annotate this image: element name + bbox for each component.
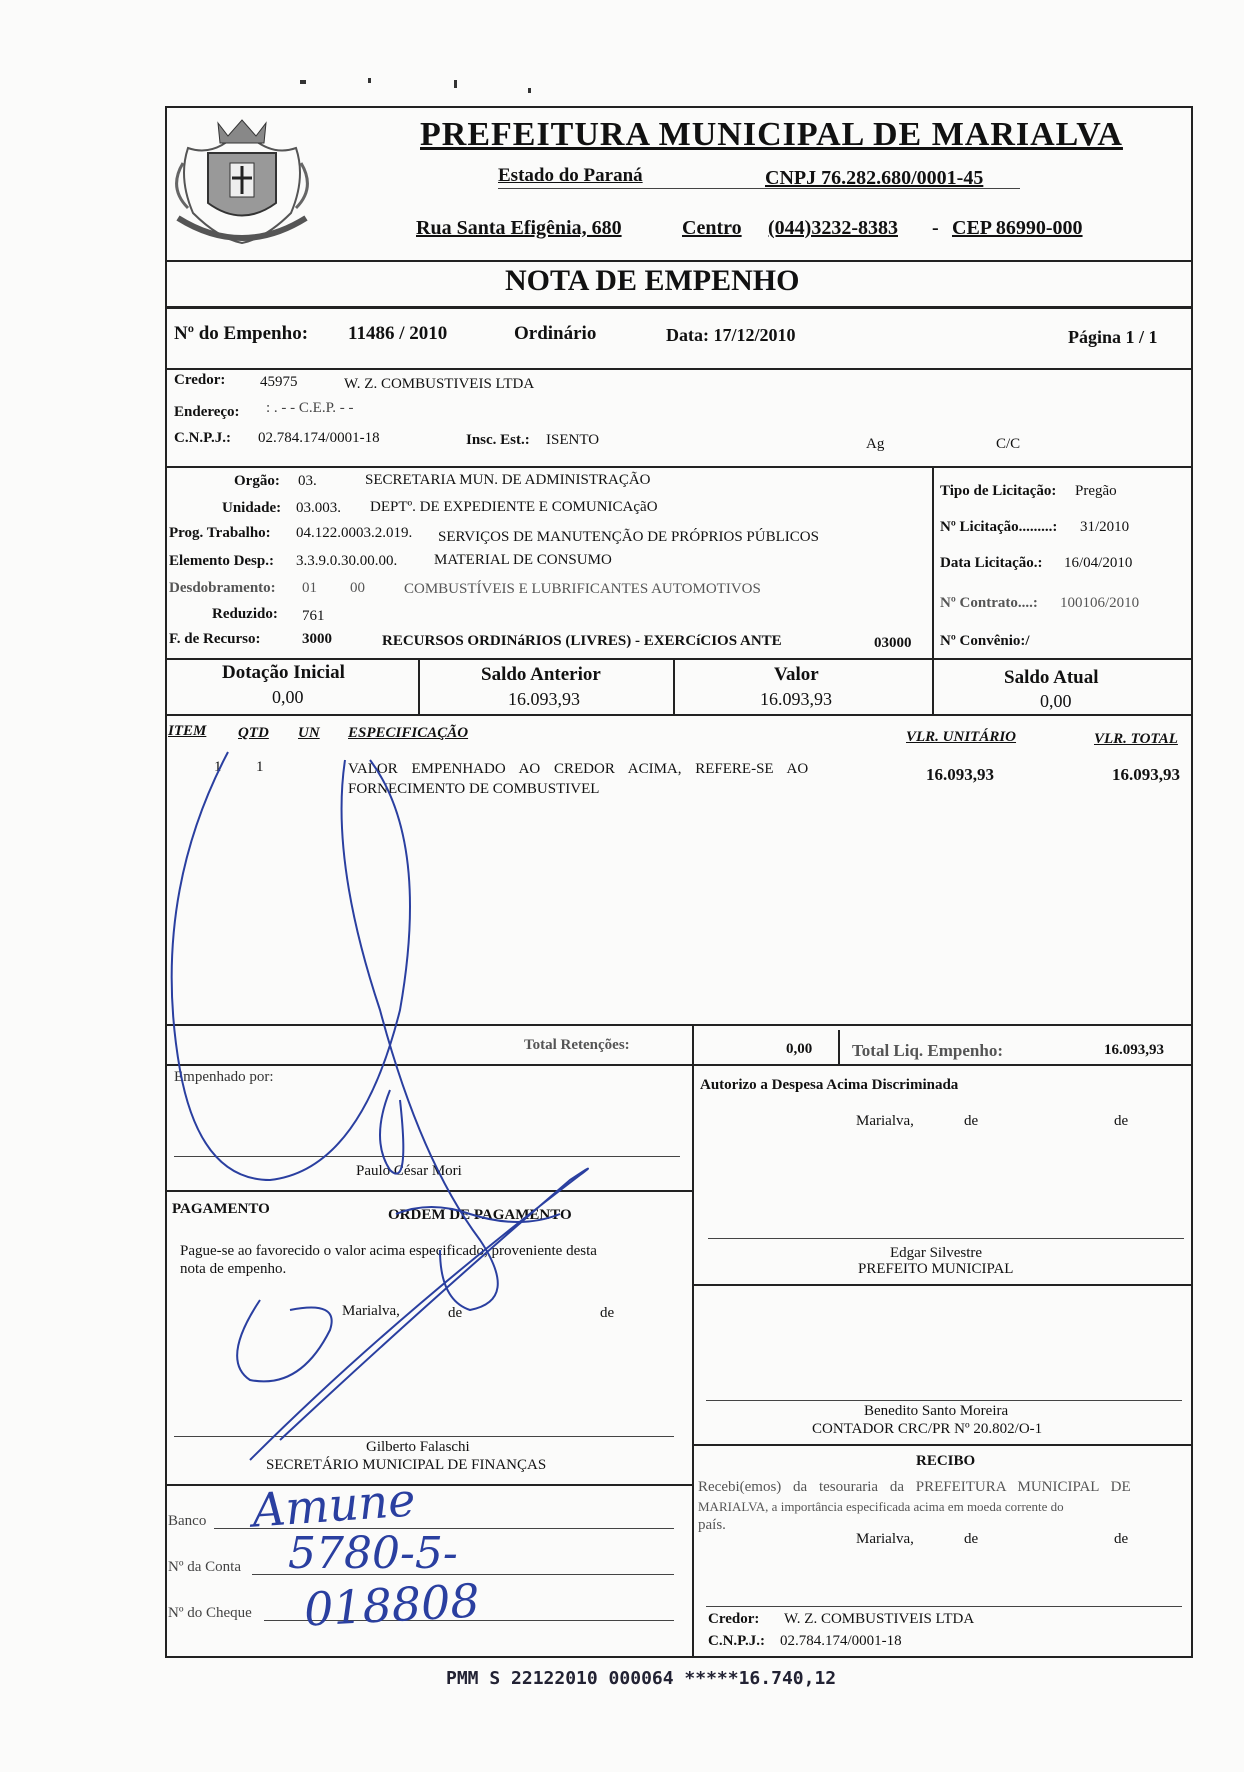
divider <box>165 658 1193 660</box>
orgao-label: Orgão: <box>234 473 280 489</box>
item-spec-line: FORNECIMENTO DE COMBUSTIVEL <box>348 781 600 797</box>
autorizo-de: de <box>1114 1113 1129 1129</box>
credor-cnpj: 02.784.174/0001-18 <box>258 430 380 446</box>
saldo-label: Valor <box>774 664 819 685</box>
col-total: VLR. TOTAL <box>1094 731 1178 747</box>
retencoes-value: 0,00 <box>786 1041 813 1057</box>
secretario-title: SECRETÁRIO MUNICIPAL DE FINANÇAS <box>266 1457 547 1473</box>
contrato-label: Nº Contrato....: <box>940 595 1038 611</box>
reduzido-label: Reduzido: <box>212 606 278 622</box>
account-label: C/C <box>996 436 1021 452</box>
empenhado-name: Paulo César Mori <box>356 1163 462 1179</box>
divider <box>673 658 675 714</box>
credor-label: Credor: <box>174 372 226 388</box>
recibo-place: Marialva, <box>856 1531 914 1547</box>
empenho-type: Ordinário <box>514 323 597 344</box>
scan-speck <box>300 80 306 84</box>
empenho-date: Data: 17/12/2010 <box>666 325 796 345</box>
divider <box>165 1024 1193 1026</box>
header-dash: - <box>932 217 939 239</box>
header-underline <box>498 188 1020 189</box>
divider <box>165 714 1193 716</box>
pagamento-label: PAGAMENTO <box>172 1201 270 1217</box>
liq-value: 16.093,93 <box>1104 1042 1164 1058</box>
saldo-value: 0,00 <box>1040 691 1072 711</box>
licitacao-type-label: Tipo de Licitação: <box>940 483 1057 499</box>
coat-of-arms-icon <box>168 108 316 250</box>
desdob-name: COMBUSTÍVEIS E LUBRIFICANTES AUTOMOTIVOS <box>404 581 761 597</box>
scan-speck <box>528 88 531 93</box>
divider <box>692 1024 694 1064</box>
empenho-number-label: Nº do Empenho: <box>174 323 309 344</box>
item-qty: 1 <box>256 759 264 775</box>
handwritten-cheque: 018808 <box>302 1573 481 1637</box>
divider <box>165 260 1193 262</box>
orgao-name: SECRETARIA MUN. DE ADMINISTRAÇÃO <box>365 472 651 488</box>
scan-speck <box>368 78 371 83</box>
header-cep: CEP 86990-000 <box>952 217 1083 239</box>
prog-code: 04.122.0003.2.019. <box>296 525 413 541</box>
pagamento-de: de <box>448 1305 463 1321</box>
prog-label: Prog. Trabalho: <box>169 525 271 541</box>
orgao-code: 03. <box>298 473 317 489</box>
licitacao-date-value: 16/04/2010 <box>1064 555 1133 571</box>
divider <box>692 1444 1193 1446</box>
credor-code: 45975 <box>260 374 298 390</box>
item-unit-price: 16.093,93 <box>926 765 994 784</box>
pagamento-de: de <box>600 1305 615 1321</box>
header-address: Rua Santa Efigênia, 680 <box>416 217 622 239</box>
pague-text-line: nota de empenho. <box>180 1261 287 1277</box>
divider <box>932 658 934 714</box>
divider <box>418 658 420 714</box>
elemento-code: 3.3.9.0.30.00.00. <box>296 553 398 569</box>
divider <box>932 466 934 658</box>
contador-name: Benedito Santo Moreira <box>864 1403 1009 1419</box>
empenhado-label: Empenhado por: <box>174 1069 274 1085</box>
signature-line <box>708 1238 1184 1239</box>
elemento-name: MATERIAL DE CONSUMO <box>434 552 612 568</box>
document-title: NOTA DE EMPENHO <box>505 264 800 297</box>
col-unit: VLR. UNITÁRIO <box>906 729 1017 745</box>
recibo-text-line: Recebi(emos) da tesouraria da PREFEITURA MUNICIPAL DE <box>698 1479 1131 1495</box>
item-spec-line: VALOR EMPENHADO AO CREDOR ACIMA, REFERE-SE AO <box>348 761 809 777</box>
ordem-label: ORDEM DE PAGAMENTO <box>388 1207 572 1223</box>
recurso-label: F. de Recurso: <box>169 631 261 647</box>
contrato-value: 100106/2010 <box>1060 595 1140 611</box>
prefeitura-title: PREFEITURA MUNICIPAL DE MARIALVA <box>420 116 1123 153</box>
pague-text-line: Pague-se ao favorecido o valor acima especificado, proveniente desta <box>180 1243 597 1259</box>
unidade-label: Unidade: <box>222 500 282 516</box>
recibo-credor-label: Credor: <box>708 1611 760 1627</box>
signature-line <box>706 1400 1182 1401</box>
cheque-label: Nº do Cheque <box>168 1605 252 1621</box>
autorizo-label: Autorizo a Despesa Acima Discriminada <box>700 1077 959 1093</box>
insc-value: ISENTO <box>546 432 600 448</box>
licitacao-type-value: Pregão <box>1075 483 1117 499</box>
recibo-de: de <box>1114 1531 1129 1547</box>
header-phone: (044)3232-8383 <box>768 217 898 239</box>
autorizo-place: Marialva, <box>856 1113 914 1129</box>
signature-line <box>174 1156 680 1157</box>
item-total: 16.093,93 <box>1112 765 1180 784</box>
insc-label: Insc. Est.: <box>466 432 530 448</box>
credor-address: : . - - C.E.P. - - <box>266 400 354 416</box>
saldo-label: Dotação Inicial <box>222 662 345 683</box>
autorizo-de: de <box>964 1113 979 1129</box>
signature-line <box>706 1606 1182 1607</box>
retencoes-label: Total Retenções: <box>524 1037 630 1053</box>
agency-label: Ag <box>866 436 885 452</box>
payment-stamp: PMM S 22122010 000064 *****16.740,12 <box>446 1668 837 1689</box>
saldo-label: Saldo Anterior <box>481 664 601 685</box>
recibo-title: RECIBO <box>916 1453 976 1469</box>
conta-label: Nº da Conta <box>168 1559 241 1575</box>
address-label: Endereço: <box>174 404 240 420</box>
saldo-value: 0,00 <box>272 687 304 707</box>
empenho-number: 11486 / 2010 <box>348 323 448 344</box>
secretario-name: Gilberto Falaschi <box>366 1439 470 1455</box>
prefeito-name: Edgar Silvestre <box>890 1245 983 1261</box>
divider <box>165 466 1193 468</box>
licitacao-number-value: 31/2010 <box>1080 519 1130 535</box>
signature-line <box>174 1436 674 1437</box>
contador-title: CONTADOR CRC/PR Nº 20.802/O-1 <box>812 1421 1043 1437</box>
desdob-label: Desdobramento: <box>169 580 276 596</box>
divider <box>692 1284 1193 1286</box>
item-number: 1 <box>214 759 222 775</box>
credor-name: W. Z. COMBUSTIVEIS LTDA <box>344 376 535 392</box>
convenio-label: Nº Convênio:/ <box>940 633 1030 649</box>
recurso-name: RECURSOS ORDINáRIOS (LIVRES) - EXERCíCIOS ANTE <box>382 633 782 649</box>
recibo-credor-name: W. Z. COMBUSTIVEIS LTDA <box>784 1611 975 1627</box>
saldo-label: Saldo Atual <box>1004 667 1099 688</box>
recibo-cnpj: 02.784.174/0001-18 <box>780 1633 902 1649</box>
scan-speck <box>454 80 457 88</box>
divider <box>165 368 1193 370</box>
page-indicator: Página 1 / 1 <box>1068 327 1158 347</box>
col-qtd: QTD <box>238 725 269 741</box>
col-un: UN <box>298 725 320 741</box>
recibo-text-line: MARIALVA, a importância especificada acima em moeda corrente do <box>698 1499 1064 1514</box>
divider <box>838 1030 840 1064</box>
licitacao-number-label: Nº Licitação.........: <box>940 519 1058 535</box>
state-name: Estado do Paraná <box>498 165 643 186</box>
divider <box>165 306 1193 309</box>
handwritten-banco: Amune <box>250 1472 418 1538</box>
handwritten-conta: 5780-5- <box>288 1528 458 1579</box>
elemento-label: Elemento Desp.: <box>169 553 274 569</box>
reduzido-value: 761 <box>302 608 325 624</box>
pagamento-place: Marialva, <box>342 1303 400 1319</box>
recurso-code: 3000 <box>302 631 332 647</box>
recibo-de: de <box>964 1531 979 1547</box>
unidade-name: DEPTº. DE EXPEDIENTE E COMUNICAçãO <box>370 499 658 515</box>
col-item: ITEM <box>168 723 207 739</box>
recibo-text-line: país. <box>698 1517 726 1533</box>
desdob-code2: 00 <box>350 580 365 596</box>
prog-name: SERVIÇOS DE MANUTENÇÃO DE PRÓPRIOS PÚBLICOS <box>438 529 819 545</box>
licitacao-date-label: Data Licitação.: <box>940 555 1043 571</box>
prefeito-title: PREFEITO MUNICIPAL <box>858 1261 1014 1277</box>
divider <box>692 1064 694 1658</box>
cnpj-label: C.N.P.J.: <box>174 430 231 446</box>
divider <box>165 1190 692 1192</box>
saldo-value: 16.093,93 <box>508 689 580 709</box>
liq-label: Total Liq. Empenho: <box>852 1041 1003 1060</box>
header-district: Centro <box>682 217 742 239</box>
col-spec: ESPECIFICAÇÃO <box>348 725 469 741</box>
saldo-value: 16.093,93 <box>760 689 832 709</box>
divider <box>165 1064 1193 1066</box>
banco-label: Banco <box>168 1513 207 1529</box>
recurso-code2: 03000 <box>874 635 912 651</box>
header-cnpj: CNPJ 76.282.680/0001-45 <box>765 167 984 189</box>
recibo-cnpj-label: C.N.P.J.: <box>708 1633 765 1649</box>
desdob-code1: 01 <box>302 580 317 596</box>
unidade-code: 03.003. <box>296 500 341 516</box>
divider <box>165 1484 692 1486</box>
